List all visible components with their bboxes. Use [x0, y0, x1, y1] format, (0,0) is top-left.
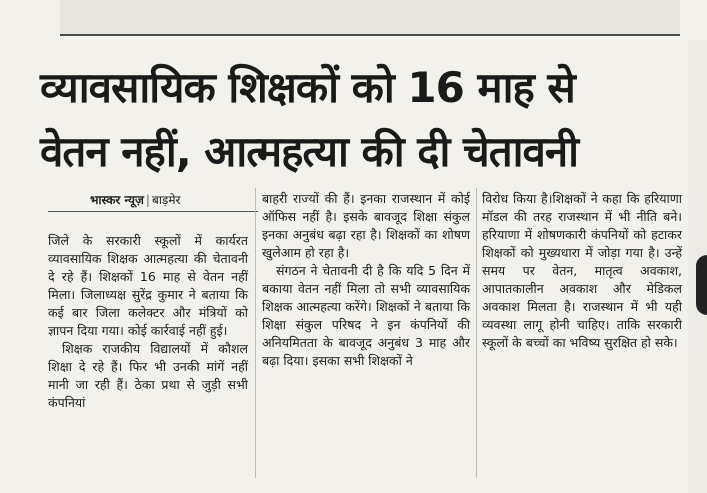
col1-paragraph-1: जिले के सरकारी स्कूलों में कार्यरत व्यावसायिक शिक्षक आत्महत्या की चेतावनी दे रहे हैं। शिक्षकों 16 माह से वेतन नहीं मिला। जिलाध्यक्ष सुरेंद्र कुमार ने बताया कि कई बार जिला कलेक्टर और मंत्रियों को ज्ञापन दिया गया। कोई कार्रवाई नहीं हुई। — [48, 233, 248, 338]
byline-agency: भास्कर न्यूज़ — [90, 193, 144, 207]
headline-line-1: व्यावसायिक शिक्षकों को 16 माह से — [40, 63, 575, 112]
headline — [40, 56, 680, 184]
byline-separator: | — [145, 193, 150, 207]
article-column-2 — [262, 190, 470, 370]
byline — [90, 191, 180, 208]
byline-place: बाड़मेर — [151, 193, 181, 207]
byline-rule — [48, 211, 258, 212]
article-column-1 — [48, 232, 248, 412]
previous-article-strip — [60, 0, 680, 36]
col3-paragraph-1: विरोध किया है।शिक्षकों ने कहा कि हरियाणा मॉडल की तरह राजस्थान में भी नीति बने। हरियाणा में शोषणकारी कंपनियों को हटाकर शिक्षकों को मुख्यधारा में जोड़ा गया है। उन्हें समय पर वेतन, मातृत्व अवकाश, आपातकालीन अवकाश और मेडिकल अवकाश मिलता है। राजस्थान में भी यही व्यवस्था लागू होनी चाहिए। ताकि सरकारी स्कूलों के बच्चों का भविष्य सुरक्षित हो सके। — [482, 191, 682, 350]
column-divider — [476, 188, 477, 478]
col2-paragraph-1: बाहरी राज्यों की हैं। इनका राजस्थान में कोई ऑफिस नहीं है। इसके बावजूद शिक्षा संकुल इनका अनुबंध बढ़ा रहा है। शिक्षकों का शोषण खुलेआम हो रहा है। — [262, 191, 470, 260]
adjacent-article-edge — [688, 40, 707, 493]
next-article-cut-headline — [40, 478, 690, 493]
adjacent-image-fragment — [696, 255, 707, 315]
column-divider — [255, 188, 256, 478]
article-column-3 — [482, 190, 682, 352]
col1-paragraph-2: शिक्षक राजकीय विद्यालयों में कौशल शिक्षा दे रहे हैं। फिर भी उनकी मांगें नहीं मानी जा रही हैं। ठेका प्रथा से जुड़ी सभी कंपनियां — [48, 341, 248, 410]
headline-line-2: वेतन नहीं, आत्महत्या की दी चेतावनी — [40, 127, 579, 176]
col2-paragraph-2: संगठन ने चेतावनी दी है कि यदि 5 दिन में बकाया वेतन नहीं मिला तो सभी व्यावसायिक शिक्षक आत्महत्या करेंगे। शिक्षकों ने बताया कि शिक्षा संकुल परिषद ने इन कंपनियों की अनियमितता के बावजूद अनुबंध 3 माह और बढ़ा दिया। इसका सभी शिक्षकों ने — [262, 263, 470, 368]
